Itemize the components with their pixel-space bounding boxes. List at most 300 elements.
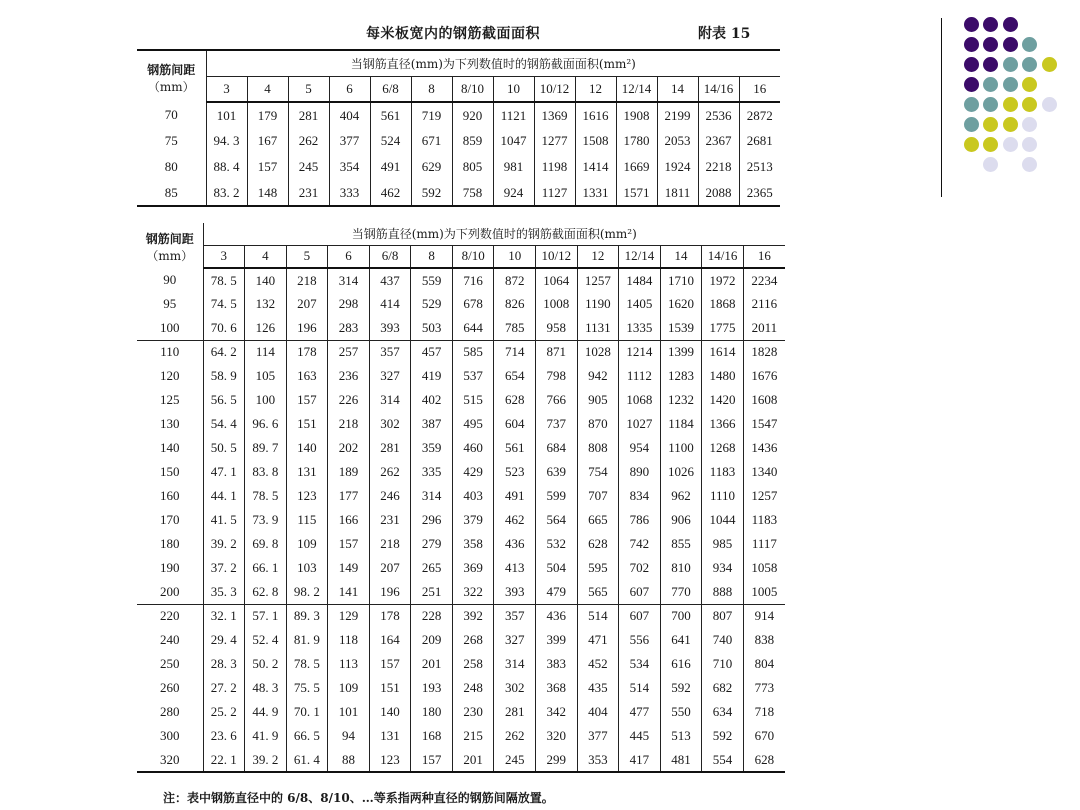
area-cell: 737 <box>536 412 578 436</box>
area-cell: 805 <box>452 154 493 180</box>
area-cell: 157 <box>247 154 288 180</box>
area-cell: 2681 <box>739 128 780 154</box>
area-cell: 1669 <box>616 154 657 180</box>
area-cell: 639 <box>536 460 578 484</box>
area-table-lower <box>137 223 785 773</box>
area-cell: 109 <box>328 676 370 700</box>
area-cell: 333 <box>329 180 370 206</box>
table-row <box>137 748 785 772</box>
area-cell: 148 <box>247 180 288 206</box>
area-cell: 870 <box>577 412 619 436</box>
area-cell: 1283 <box>660 364 702 388</box>
spacing-cell: 300 <box>137 724 203 748</box>
area-cell: 299 <box>536 748 578 772</box>
area-cell: 1232 <box>660 388 702 412</box>
area-table-upper <box>137 49 780 207</box>
area-cell: 1924 <box>657 154 698 180</box>
table-row <box>137 316 785 340</box>
area-cell: 1620 <box>660 292 702 316</box>
area-cell: 1183 <box>702 460 744 484</box>
area-cell: 404 <box>329 102 370 128</box>
area-cell: 1026 <box>660 460 702 484</box>
decorative-dot-teal <box>964 117 979 132</box>
area-cell: 123 <box>286 484 328 508</box>
area-cell: 2218 <box>698 154 739 180</box>
area-cell: 57. 1 <box>245 604 287 628</box>
area-cell: 1110 <box>702 484 744 508</box>
spacing-cell: 150 <box>137 460 203 484</box>
spacing-cell: 250 <box>137 652 203 676</box>
area-cell: 599 <box>536 484 578 508</box>
area-cell: 1064 <box>536 268 578 292</box>
area-cell: 70. 1 <box>286 700 328 724</box>
area-cell: 808 <box>577 436 619 460</box>
decorative-dot-purple <box>964 57 979 72</box>
area-cell: 445 <box>619 724 661 748</box>
column-header: 8 <box>411 245 453 268</box>
area-cell: 714 <box>494 340 536 364</box>
area-cell: 81. 9 <box>286 628 328 652</box>
area-cell: 64. 2 <box>203 340 245 364</box>
area-cell: 27. 2 <box>203 676 245 700</box>
area-cell: 592 <box>702 724 744 748</box>
area-cell: 962 <box>660 484 702 508</box>
area-cell: 129 <box>328 604 370 628</box>
area-cell: 151 <box>286 412 328 436</box>
table-number: 附表 15 <box>698 26 751 42</box>
area-cell: 707 <box>577 484 619 508</box>
area-cell: 2116 <box>743 292 785 316</box>
area-cell: 105 <box>245 364 287 388</box>
area-cell: 1420 <box>702 388 744 412</box>
area-cell: 629 <box>411 154 452 180</box>
area-cell: 855 <box>660 532 702 556</box>
area-cell: 1405 <box>619 292 661 316</box>
table-row <box>137 154 780 180</box>
area-cell: 1100 <box>660 436 702 460</box>
table-row <box>137 412 785 436</box>
area-cell: 481 <box>660 748 702 772</box>
area-cell: 28. 3 <box>203 652 245 676</box>
decorative-dot-yellow <box>1042 57 1057 72</box>
area-cell: 281 <box>369 436 411 460</box>
area-cell: 94. 3 <box>206 128 247 154</box>
decorative-dot-lavender <box>983 157 998 172</box>
area-cell: 61. 4 <box>286 748 328 772</box>
area-cell: 228 <box>411 604 453 628</box>
area-cell: 1480 <box>702 364 744 388</box>
column-header: 12 <box>575 76 616 102</box>
area-cell: 1436 <box>743 436 785 460</box>
area-cell: 628 <box>577 532 619 556</box>
spacing-cell: 240 <box>137 628 203 652</box>
decorative-dot-purple <box>964 77 979 92</box>
table-row <box>137 268 785 292</box>
area-cell: 682 <box>702 676 744 700</box>
area-cell: 404 <box>577 700 619 724</box>
area-cell: 1868 <box>702 292 744 316</box>
area-cell: 189 <box>328 460 370 484</box>
area-cell: 262 <box>494 724 536 748</box>
decorative-dot-purple <box>1003 37 1018 52</box>
area-cell: 1369 <box>534 102 575 128</box>
area-cell: 157 <box>369 652 411 676</box>
spacing-cell: 75 <box>137 128 206 154</box>
area-cell: 196 <box>286 316 328 340</box>
area-cell: 1117 <box>743 532 785 556</box>
area-cell: 207 <box>286 292 328 316</box>
area-cell: 179 <box>247 102 288 128</box>
area-cell: 369 <box>452 556 494 580</box>
area-cell: 88 <box>328 748 370 772</box>
decorative-dot-teal <box>964 97 979 112</box>
decorative-dot-purple <box>1003 17 1018 32</box>
column-header: 4 <box>245 245 287 268</box>
area-cell: 140 <box>369 700 411 724</box>
area-cell: 56. 5 <box>203 388 245 412</box>
area-cell: 2536 <box>698 102 739 128</box>
area-cell: 515 <box>452 388 494 412</box>
area-cell: 180 <box>411 700 453 724</box>
column-header: 6/8 <box>370 76 411 102</box>
decorative-dot-lavender <box>1003 137 1018 152</box>
area-cell: 118 <box>328 628 370 652</box>
area-cell: 561 <box>370 102 411 128</box>
diameter-group-header: 当钢筋直径(mm)为下列数值时的钢筋截面面积(mm²) <box>203 223 785 245</box>
area-cell: 1539 <box>660 316 702 340</box>
table-row <box>137 484 785 508</box>
area-cell: 905 <box>577 388 619 412</box>
area-cell: 559 <box>411 268 453 292</box>
area-cell: 78. 5 <box>245 484 287 508</box>
table-body <box>137 102 780 206</box>
spacing-cell: 80 <box>137 154 206 180</box>
area-cell: 1257 <box>577 268 619 292</box>
area-cell: 1027 <box>619 412 661 436</box>
area-cell: 44. 1 <box>203 484 245 508</box>
column-header: 3 <box>203 245 245 268</box>
decorative-dot-teal <box>1022 37 1037 52</box>
table-row <box>137 364 785 388</box>
area-cell: 556 <box>619 628 661 652</box>
area-cell: 491 <box>370 154 411 180</box>
area-cell: 265 <box>411 556 453 580</box>
area-cell: 534 <box>619 652 661 676</box>
area-cell: 399 <box>536 628 578 652</box>
area-cell: 29. 4 <box>203 628 245 652</box>
area-cell: 665 <box>577 508 619 532</box>
area-cell: 177 <box>328 484 370 508</box>
area-cell: 281 <box>494 700 536 724</box>
area-cell: 702 <box>619 556 661 580</box>
area-cell: 826 <box>494 292 536 316</box>
area-cell: 740 <box>702 628 744 652</box>
area-cell: 1775 <box>702 316 744 340</box>
area-cell: 859 <box>452 128 493 154</box>
area-cell: 193 <box>411 676 453 700</box>
area-cell: 327 <box>369 364 411 388</box>
column-header: 4 <box>247 76 288 102</box>
decorative-dot-purple <box>983 17 998 32</box>
table-row <box>137 724 785 748</box>
decorative-dot-yellow <box>1003 97 1018 112</box>
area-cell: 924 <box>493 180 534 206</box>
area-cell: 1366 <box>702 412 744 436</box>
spacing-header-label: 钢筋间距 <box>145 232 194 246</box>
area-cell: 54. 4 <box>203 412 245 436</box>
table-row <box>137 532 785 556</box>
area-cell: 495 <box>452 412 494 436</box>
area-cell: 644 <box>452 316 494 340</box>
area-cell: 1608 <box>743 388 785 412</box>
area-cell: 322 <box>452 580 494 604</box>
area-cell: 770 <box>660 580 702 604</box>
area-cell: 149 <box>328 556 370 580</box>
area-cell: 1484 <box>619 268 661 292</box>
area-cell: 248 <box>452 676 494 700</box>
area-cell: 114 <box>245 340 287 364</box>
table-row <box>137 604 785 628</box>
area-cell: 202 <box>328 436 370 460</box>
area-cell: 532 <box>536 532 578 556</box>
spacing-header-unit: （mm） <box>147 80 195 94</box>
area-cell: 2199 <box>657 102 698 128</box>
spacing-cell: 125 <box>137 388 203 412</box>
area-cell: 1972 <box>702 268 744 292</box>
spacing-cell: 320 <box>137 748 203 772</box>
area-cell: 368 <box>536 676 578 700</box>
area-cell: 514 <box>577 604 619 628</box>
area-cell: 561 <box>494 436 536 460</box>
decorative-dot-yellow <box>1022 77 1037 92</box>
table-row <box>137 102 780 128</box>
area-cell: 942 <box>577 364 619 388</box>
page-title: 每米板宽内的钢筋截面面积 <box>366 26 540 42</box>
area-cell: 89. 3 <box>286 604 328 628</box>
area-cell: 585 <box>452 340 494 364</box>
area-cell: 23. 6 <box>203 724 245 748</box>
area-cell: 89. 7 <box>245 436 287 460</box>
area-cell: 429 <box>452 460 494 484</box>
area-cell: 871 <box>536 340 578 364</box>
diameter-group-header: 当钢筋直径(mm)为下列数值时的钢筋截面面积(mm²) <box>206 50 780 76</box>
area-cell: 1414 <box>575 154 616 180</box>
column-header: 12/14 <box>619 245 661 268</box>
area-cell: 126 <box>245 316 287 340</box>
area-cell: 436 <box>536 604 578 628</box>
area-cell: 358 <box>452 532 494 556</box>
area-cell: 634 <box>702 700 744 724</box>
area-cell: 218 <box>286 268 328 292</box>
area-cell: 283 <box>328 316 370 340</box>
area-cell: 1335 <box>619 316 661 340</box>
spacing-header <box>137 50 206 102</box>
area-cell: 25. 2 <box>203 700 245 724</box>
area-cell: 48. 3 <box>245 676 287 700</box>
area-cell: 335 <box>411 460 453 484</box>
area-cell: 402 <box>411 388 453 412</box>
area-cell: 554 <box>702 748 744 772</box>
area-cell: 719 <box>411 102 452 128</box>
area-cell: 314 <box>328 268 370 292</box>
column-header: 6 <box>329 76 370 102</box>
area-cell: 477 <box>619 700 661 724</box>
area-cell: 257 <box>328 340 370 364</box>
area-cell: 718 <box>743 700 785 724</box>
area-cell: 1257 <box>743 484 785 508</box>
area-cell: 550 <box>660 700 702 724</box>
area-cell: 435 <box>577 676 619 700</box>
area-cell: 201 <box>411 652 453 676</box>
area-cell: 262 <box>369 460 411 484</box>
area-cell: 209 <box>411 628 453 652</box>
area-cell: 47. 1 <box>203 460 245 484</box>
table-row <box>137 180 780 206</box>
area-cell: 1183 <box>743 508 785 532</box>
table-row <box>137 556 785 580</box>
area-cell: 564 <box>536 508 578 532</box>
column-header: 6/8 <box>369 245 411 268</box>
area-cell: 888 <box>702 580 744 604</box>
area-cell: 1811 <box>657 180 698 206</box>
decorative-dot-purple <box>964 17 979 32</box>
area-cell: 281 <box>288 102 329 128</box>
area-cell: 890 <box>619 460 661 484</box>
area-cell: 1047 <box>493 128 534 154</box>
area-cell: 1121 <box>493 102 534 128</box>
area-cell: 88. 4 <box>206 154 247 180</box>
area-cell: 298 <box>328 292 370 316</box>
area-cell: 1828 <box>743 340 785 364</box>
area-cell: 503 <box>411 316 453 340</box>
area-cell: 83. 8 <box>245 460 287 484</box>
area-cell: 1068 <box>619 388 661 412</box>
table-row <box>137 700 785 724</box>
area-cell: 268 <box>452 628 494 652</box>
column-header: 8/10 <box>452 245 494 268</box>
area-cell: 403 <box>452 484 494 508</box>
column-header: 12 <box>577 245 619 268</box>
area-cell: 231 <box>369 508 411 532</box>
group-header-row <box>137 50 780 76</box>
area-cell: 1044 <box>702 508 744 532</box>
area-cell: 78. 5 <box>286 652 328 676</box>
area-cell: 1184 <box>660 412 702 436</box>
spacing-cell: 140 <box>137 436 203 460</box>
area-cell: 377 <box>577 724 619 748</box>
area-cell: 131 <box>369 724 411 748</box>
table-row <box>137 388 785 412</box>
area-cell: 537 <box>452 364 494 388</box>
area-cell: 684 <box>536 436 578 460</box>
decorative-dot-lavender <box>1022 117 1037 132</box>
area-cell: 419 <box>411 364 453 388</box>
table-row <box>137 676 785 700</box>
area-cell: 83. 2 <box>206 180 247 206</box>
spacing-cell: 190 <box>137 556 203 580</box>
area-cell: 231 <box>288 180 329 206</box>
decorative-dot-teal <box>983 77 998 92</box>
column-header: 6 <box>328 245 370 268</box>
area-cell: 529 <box>411 292 453 316</box>
area-cell: 958 <box>536 316 578 340</box>
table-row <box>137 128 780 154</box>
area-cell: 218 <box>328 412 370 436</box>
area-cell: 69. 8 <box>245 532 287 556</box>
decorative-dot-teal <box>1022 57 1037 72</box>
area-cell: 1616 <box>575 102 616 128</box>
column-header: 8 <box>411 76 452 102</box>
area-cell: 78. 5 <box>203 268 245 292</box>
area-cell: 920 <box>452 102 493 128</box>
area-cell: 246 <box>369 484 411 508</box>
column-header: 10 <box>493 76 534 102</box>
area-cell: 654 <box>494 364 536 388</box>
column-header: 5 <box>288 76 329 102</box>
area-cell: 296 <box>411 508 453 532</box>
area-cell: 70. 6 <box>203 316 245 340</box>
area-cell: 94 <box>328 724 370 748</box>
area-cell: 2367 <box>698 128 739 154</box>
decorative-dot-purple <box>983 37 998 52</box>
area-cell: 66. 5 <box>286 724 328 748</box>
area-cell: 100 <box>245 388 287 412</box>
area-cell: 1399 <box>660 340 702 364</box>
area-cell: 1214 <box>619 340 661 364</box>
area-cell: 201 <box>452 748 494 772</box>
area-cell: 109 <box>286 532 328 556</box>
area-cell: 700 <box>660 604 702 628</box>
column-header: 3 <box>206 76 247 102</box>
column-header: 16 <box>739 76 780 102</box>
column-header: 12/14 <box>616 76 657 102</box>
area-cell: 178 <box>286 340 328 364</box>
spacing-cell: 85 <box>137 180 206 206</box>
area-cell: 392 <box>452 604 494 628</box>
decorative-vertical-rule <box>941 18 942 197</box>
area-cell: 934 <box>702 556 744 580</box>
area-cell: 383 <box>536 652 578 676</box>
area-cell: 452 <box>577 652 619 676</box>
spacing-cell: 160 <box>137 484 203 508</box>
table-row <box>137 340 785 364</box>
area-cell: 804 <box>743 652 785 676</box>
area-cell: 595 <box>577 556 619 580</box>
area-cell: 207 <box>369 556 411 580</box>
table-row <box>137 460 785 484</box>
area-cell: 1277 <box>534 128 575 154</box>
area-cell: 251 <box>411 580 453 604</box>
area-cell: 710 <box>702 652 744 676</box>
column-header: 14/16 <box>698 76 739 102</box>
area-cell: 716 <box>452 268 494 292</box>
area-cell: 35. 3 <box>203 580 245 604</box>
area-cell: 357 <box>494 604 536 628</box>
area-cell: 671 <box>411 128 452 154</box>
area-cell: 387 <box>411 412 453 436</box>
area-cell: 74. 5 <box>203 292 245 316</box>
area-cell: 1908 <box>616 102 657 128</box>
area-cell: 41. 5 <box>203 508 245 532</box>
area-cell: 357 <box>369 340 411 364</box>
area-cell: 22. 1 <box>203 748 245 772</box>
decorative-dot-lavender <box>1022 137 1037 152</box>
decorative-dot-teal <box>983 97 998 112</box>
table-row <box>137 652 785 676</box>
area-cell: 462 <box>494 508 536 532</box>
area-cell: 50. 5 <box>203 436 245 460</box>
area-cell: 226 <box>328 388 370 412</box>
